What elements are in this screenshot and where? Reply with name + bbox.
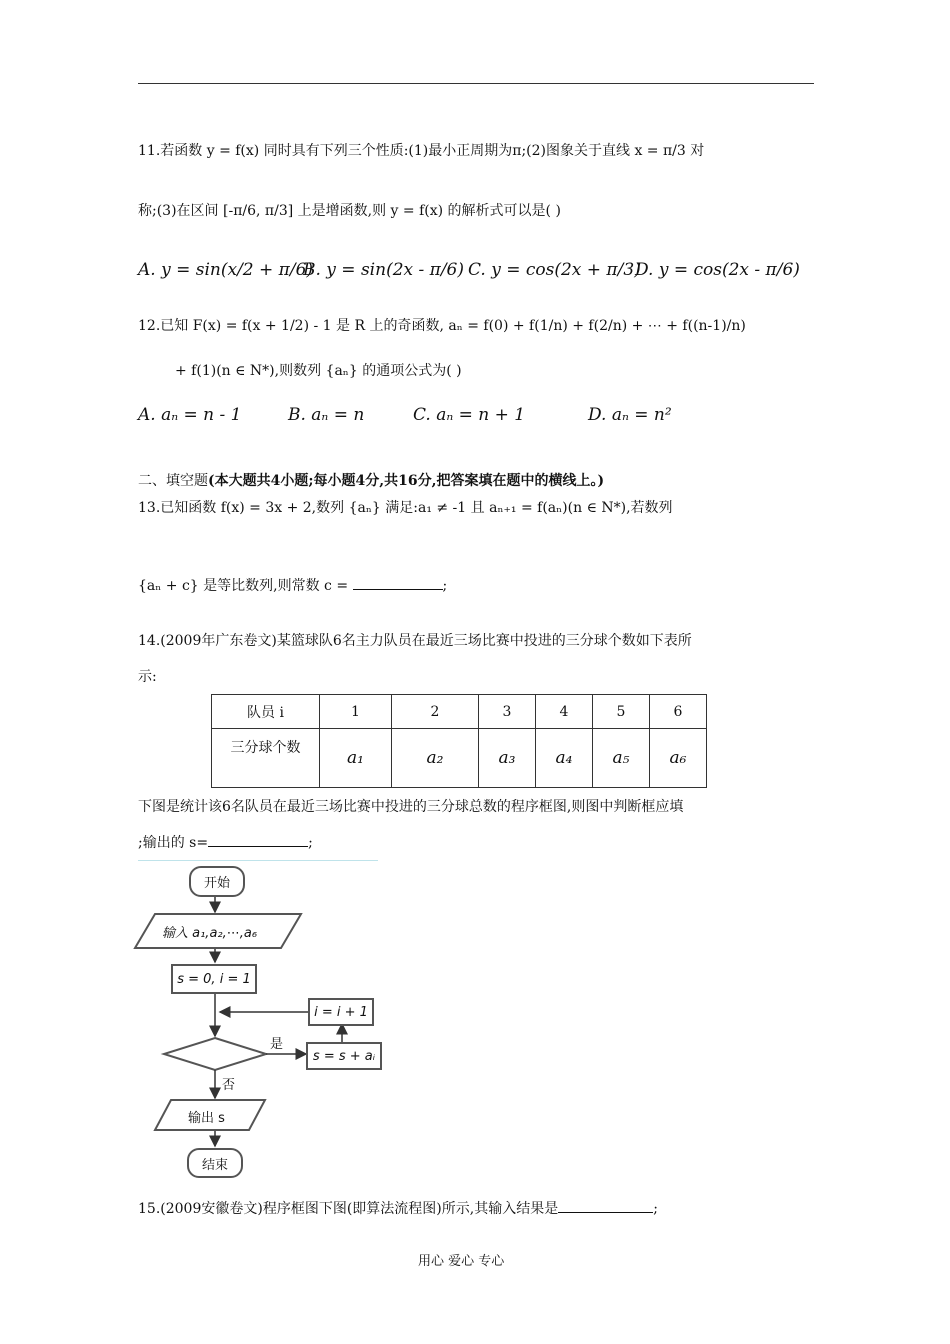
flow-accumulate: s = s + aᵢ	[306, 1042, 382, 1070]
flow-no-label: 否	[222, 1078, 236, 1093]
page-footer: 用心 爱心 专心	[418, 1254, 505, 1269]
table-header-cell: 6	[650, 695, 707, 729]
flow-init: s = 0, i = 1	[171, 964, 257, 994]
q14-line1: 14.(2009年广东卷文)某篮球队6名主力队员在最近三场比赛中投进的三分球个数如下表所	[138, 633, 692, 649]
q11-line1: 11.若函数 y = f(x) 同时具有下列三个性质:(1)最小正周期为π;(2)图象关于直线 x = π/3 对	[138, 143, 705, 159]
table-header-cell: 队员 i	[212, 695, 320, 729]
q12-option-d: D. aₙ = n²	[588, 405, 672, 425]
q15-line1-end: ;	[653, 1201, 658, 1217]
q11-option-d: D. y = cos(2x - π/6)	[635, 260, 800, 280]
flow-input: 输入 a₁,a₂,⋯,a₆	[162, 926, 258, 941]
flow-start: 开始	[189, 866, 245, 897]
q13-answer-blank[interactable]	[353, 575, 443, 590]
q13-line2: {aₙ + c} 是等比数列,则常数 c =	[138, 578, 349, 594]
table-row	[212, 729, 707, 788]
q11-line2: 称;(3)在区间 [-π/6, π/3] 上是增函数,则 y = f(x) 的解析式可以是( )	[138, 203, 561, 219]
figure-top-line	[138, 860, 378, 861]
table-cell: a₂	[392, 729, 479, 788]
table-cell: a₄	[536, 729, 593, 788]
table-cell: a₁	[320, 729, 392, 788]
q13-line1: 13.已知函数 f(x) = 3x + 2,数列 {aₙ} 满足:a₁ ≠ -1 且 aₙ₊₁ = f(aₙ)(n ∈ N*),若数列	[138, 500, 673, 516]
table-cell: a₃	[479, 729, 536, 788]
q11-option-a: A. y = sin(x/2 + π/6)	[138, 260, 314, 280]
table-row	[212, 695, 707, 729]
q12-option-a: A. aₙ = n - 1	[138, 405, 242, 425]
table-header-cell: 5	[593, 695, 650, 729]
flow-yes-label: 是	[270, 1037, 284, 1052]
table-cell: a₅	[593, 729, 650, 788]
section2-title: 二、填空题	[138, 473, 208, 489]
q12-line2: + f(1)(n ∈ N*),则数列 {aₙ} 的通项公式为( )	[175, 363, 462, 379]
q14-line4-wrap	[138, 832, 313, 852]
q15-line1-wrap	[138, 1198, 658, 1218]
table-header-cell: 4	[536, 695, 593, 729]
q15-answer-blank[interactable]	[558, 1198, 653, 1213]
flow-output: 输出 s	[188, 1111, 225, 1126]
q14-line4-end: ;	[308, 835, 313, 851]
q12-option-c: C. aₙ = n + 1	[413, 405, 526, 425]
q14-answer-blank[interactable]	[208, 832, 308, 847]
q13-line2-wrap	[138, 575, 447, 595]
table-cell: a₆	[650, 729, 707, 788]
section2-header	[138, 470, 604, 490]
table-header-cell: 3	[479, 695, 536, 729]
decision-diamond	[164, 1038, 266, 1070]
q14-line2: 示:	[138, 669, 157, 685]
q13-line2-end: ;	[442, 578, 448, 594]
top-rule	[138, 83, 814, 84]
table-header-cell: 2	[392, 695, 479, 729]
q12-option-b: B. aₙ = n	[288, 405, 365, 425]
q14-line3: 下图是统计该6名队员在最近三场比赛中投进的三分球总数的程序框图,则图中判断框应填	[138, 799, 684, 815]
q11-option-b: B. y = sin(2x - π/6)	[303, 260, 465, 280]
section2-note: (本大题共4小题;每小题4分,共16分,把答案填在题中的横线上。)	[208, 473, 605, 489]
q14-line4: ;输出的 s=	[138, 835, 209, 851]
q11-option-c: C. y = cos(2x + π/3)	[468, 260, 641, 280]
table-header-cell: 1	[320, 695, 392, 729]
table-cell: 三分球个数	[212, 729, 320, 788]
flow-increment: i = i + 1	[308, 998, 374, 1026]
score-table	[211, 694, 707, 788]
q12-line1: 12.已知 F(x) = f(x + 1/2) - 1 是 R 上的奇函数, aₙ = f(0) + f(1/n) + f(2/n) + ⋯ + f((n-1)/n)	[138, 318, 746, 334]
q15-line1: 15.(2009安徽卷文)程序框图下图(即算法流程图)所示,其输入结果是	[138, 1201, 559, 1217]
flow-end: 结束	[187, 1148, 243, 1178]
